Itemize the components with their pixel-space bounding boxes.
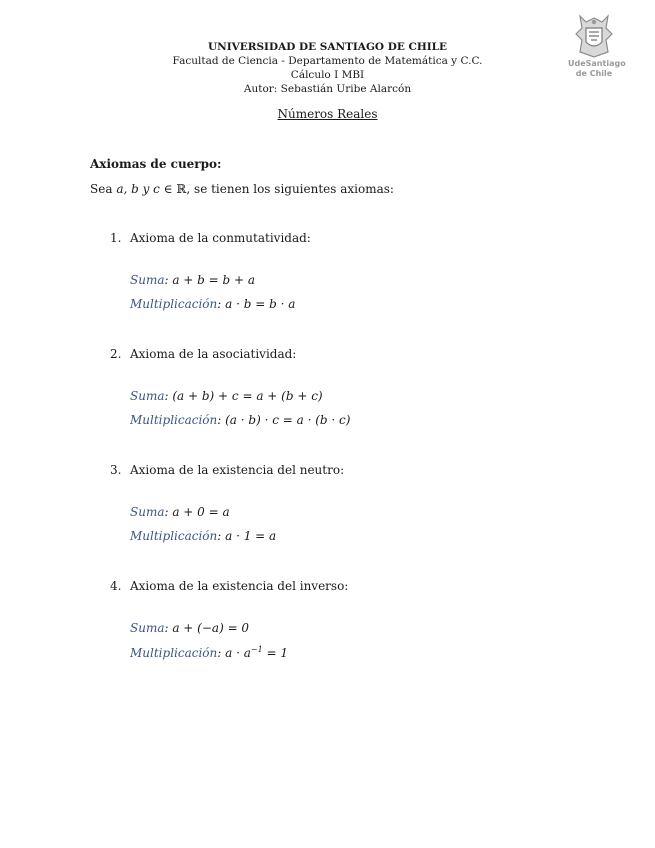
mult-expression: : a · b = b · a <box>217 297 296 311</box>
document-title-text: Números Reales <box>277 107 378 121</box>
axiom-mult-line <box>130 645 288 660</box>
intro-prefix: Sea <box>90 182 113 196</box>
sum-expression: : (a + b) + c = a + (b + c) <box>164 389 323 403</box>
axiom-sum-line <box>130 389 323 403</box>
sum-expression: : a + 0 = a <box>164 505 230 519</box>
intro-set: ∈ ℝ <box>163 182 187 196</box>
axiom-sum-line <box>130 505 230 519</box>
axiom-number: 4. <box>110 579 122 593</box>
axiom-title <box>110 347 296 361</box>
mult-expression-tail: = 1 <box>262 646 288 660</box>
axiom-mult-line <box>130 413 350 427</box>
course-line: Cálculo I MBI <box>290 69 365 81</box>
mult-expression-exponent: −1 <box>250 645 263 654</box>
axiom-mult-line <box>130 297 295 311</box>
document-header <box>0 40 655 96</box>
intro-suffix: , se tienen los siguientes axiomas: <box>186 182 394 196</box>
section-intro <box>90 182 394 196</box>
logo-text-line1: UdeSantiago <box>568 59 626 68</box>
axiom-sum-line <box>130 621 249 635</box>
mult-label: Multiplicación <box>130 646 218 660</box>
sum-label: Suma <box>130 621 165 635</box>
axiom-number: 3. <box>110 463 122 477</box>
axiom-title-text: Axioma de la existencia del neutro: <box>130 463 345 477</box>
axiom-number: 2. <box>110 347 122 361</box>
axiom-title <box>110 579 348 593</box>
mult-expression: : (a · b) · c = a · (b · c) <box>217 413 351 427</box>
mult-label: Multiplicación <box>130 297 218 311</box>
section-heading: Axiomas de cuerpo: <box>90 157 222 171</box>
author-line: Autor: Sebastián Uribe Alarcón <box>243 83 412 95</box>
sum-label: Suma <box>130 389 165 403</box>
sum-label: Suma <box>130 273 165 287</box>
axiom-title <box>110 463 344 477</box>
axiom-title-text: Axioma de la conmutatividad: <box>130 231 311 245</box>
logo-text-line2: de Chile <box>575 69 613 78</box>
document-title <box>0 107 655 121</box>
mult-label: Multiplicación <box>130 529 218 543</box>
faculty-line: Facultad de Ciencia - Departamento de Matemática y C.C. <box>172 55 483 67</box>
axiom-title-text: Axioma de la existencia del inverso: <box>130 579 349 593</box>
intro-variables: a, b y c <box>116 182 160 196</box>
axiom-title-text: Axioma de la asociatividad: <box>130 347 297 361</box>
university-name: UNIVERSIDAD DE SANTIAGO DE CHILE <box>207 41 448 53</box>
sum-expression: : a + (−a) = 0 <box>164 621 250 635</box>
mult-label: Multiplicación <box>130 413 218 427</box>
axiom-title <box>110 231 311 245</box>
axiom-mult-line <box>130 529 276 543</box>
axiom-number: 1. <box>110 231 122 245</box>
mult-expression-base: : a · a <box>217 646 251 660</box>
mult-expression: : a · 1 = a <box>217 529 277 543</box>
sum-label: Suma <box>130 505 165 519</box>
axiom-sum-line <box>130 273 255 287</box>
sum-expression: : a + b = b + a <box>164 273 256 287</box>
